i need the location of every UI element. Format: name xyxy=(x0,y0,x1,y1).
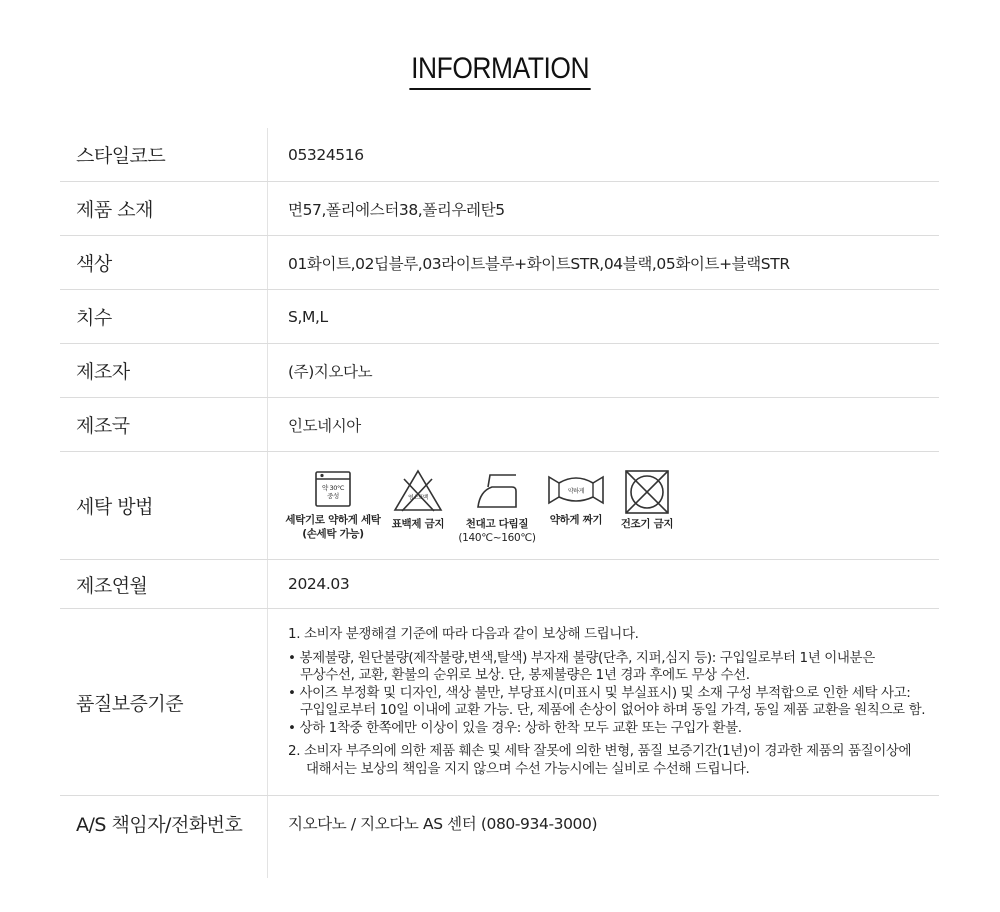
row-value: (주)지오다노 xyxy=(288,362,373,381)
gentle-wring-icon xyxy=(545,469,607,509)
row-label: A/S 책임자/전화번호 xyxy=(76,813,243,836)
row-value: 면57,폴리에스터38,폴리우레탄5 xyxy=(288,200,505,219)
row-washing xyxy=(60,452,939,560)
row-value: 01화이트,02딥블루,03라이트블루+화이트STR,04블랙,05화이트+블랙STR xyxy=(288,254,790,273)
care-icons xyxy=(284,469,682,545)
quality-text-cell xyxy=(288,609,939,795)
row-label: 품질보증기준 xyxy=(76,692,184,715)
page-title: INFORMATION xyxy=(409,48,591,90)
quality-line: • 사이즈 부정확 및 디자인, 색상 불만, 부당표시(미표시 및 부실표시) 및 소재 구성 부적합으로 인한 세탁 사고: xyxy=(288,684,911,701)
quality-line: 2. 소비자 부주의에 의한 제품 훼손 및 세탁 잘못에 의한 변형, 품질 보증기간(1년)이 경과한 제품의 품질이상에 xyxy=(288,743,912,759)
row-label: 제조자 xyxy=(76,361,130,383)
info-table xyxy=(60,128,939,878)
wring-inner-text: 약하게 xyxy=(567,487,585,495)
quality-text xyxy=(288,626,925,778)
iron-icon xyxy=(472,469,522,513)
title-wrap xyxy=(0,48,1000,90)
care-item-iron xyxy=(454,469,540,545)
row-value: 2024.03 xyxy=(288,575,350,593)
row-label: 스타일코드 xyxy=(76,145,166,167)
caption-line: 건조기 금지 xyxy=(620,517,674,530)
quality-line: 구입일로부터 10일 이내에 교환 가능. 단, 제품에 손상이 없어야 하며 동일 가격, 동일 제품 교환을 원칙으로 함. xyxy=(300,702,926,718)
row-label: 세탁 방법 xyxy=(76,496,153,518)
caption-line: 약하게 짜기 xyxy=(549,513,603,526)
care-item-bleach xyxy=(382,469,454,531)
care-item-wash xyxy=(278,469,388,541)
row-country xyxy=(60,398,939,452)
row-label: 제조연월 xyxy=(76,574,148,597)
care-caption xyxy=(392,517,445,531)
care-item-wring xyxy=(540,469,612,527)
care-item-dryer xyxy=(612,469,682,531)
quality-line: • 봉제불량, 원단불량(제작불량,변색,탈색) 부자재 불량(단추, 지퍼,심지 등): 구입일로부터 1년 이내분은 xyxy=(288,649,875,666)
row-manufacturer xyxy=(60,344,939,398)
caption-line: (140℃~160℃) xyxy=(458,531,536,544)
caption-line: 세탁기로 약하게 세탁 xyxy=(285,513,381,526)
row-date xyxy=(60,560,939,609)
row-material xyxy=(60,182,939,236)
row-as xyxy=(60,796,939,850)
care-caption xyxy=(621,517,674,531)
caption-line: 천대고 다림질 xyxy=(465,517,529,530)
row-label: 치수 xyxy=(76,307,112,329)
care-caption xyxy=(285,513,380,541)
row-label: 제조국 xyxy=(76,415,130,437)
quality-line: • 상하 1착중 한쪽에만 이상이 있을 경우: 상하 한착 모두 교환 또는 구입가 환불. xyxy=(288,719,742,736)
wash-neutral-text: 중성 xyxy=(327,491,339,500)
bleach-inner-text: 염소표백 xyxy=(408,494,428,501)
wash-temp-text: 약 30°C xyxy=(321,483,345,492)
row-label: 제품 소재 xyxy=(76,199,153,221)
row-quality xyxy=(60,609,939,796)
caption-line: 표백제 금지 xyxy=(391,517,445,530)
no-bleach-icon xyxy=(392,469,444,513)
care-caption xyxy=(550,513,603,527)
row-value: S,M,L xyxy=(288,307,328,326)
row-size xyxy=(60,290,939,344)
row-value: 인도네시아 xyxy=(288,416,361,435)
wash-tub-icon xyxy=(313,469,353,509)
quality-line: 무상수선, 교환, 환불의 순위로 보상. 단, 봉제불량은 1년 경과 후에도 무상 수선. xyxy=(300,667,750,683)
row-value: 지오다노 / 지오다노 AS 센터 (080-934-3000) xyxy=(288,815,598,833)
row-style-code xyxy=(60,128,939,182)
caption-line: (손세탁 가능) xyxy=(302,527,364,540)
row-value: 05324516 xyxy=(288,145,364,164)
washing-icons-cell xyxy=(284,452,939,559)
row-label: 색상 xyxy=(76,253,112,275)
no-tumble-dry-icon xyxy=(624,469,670,515)
quality-line: 1. 소비자 분쟁해결 기준에 따라 다음과 같이 보상해 드립니다. xyxy=(288,626,639,642)
care-caption xyxy=(458,517,535,545)
row-color xyxy=(60,236,939,290)
quality-line: 대해서는 보상의 책임을 지지 않으며 수선 가능시에는 실비로 수선해 드립니다. xyxy=(306,760,750,777)
